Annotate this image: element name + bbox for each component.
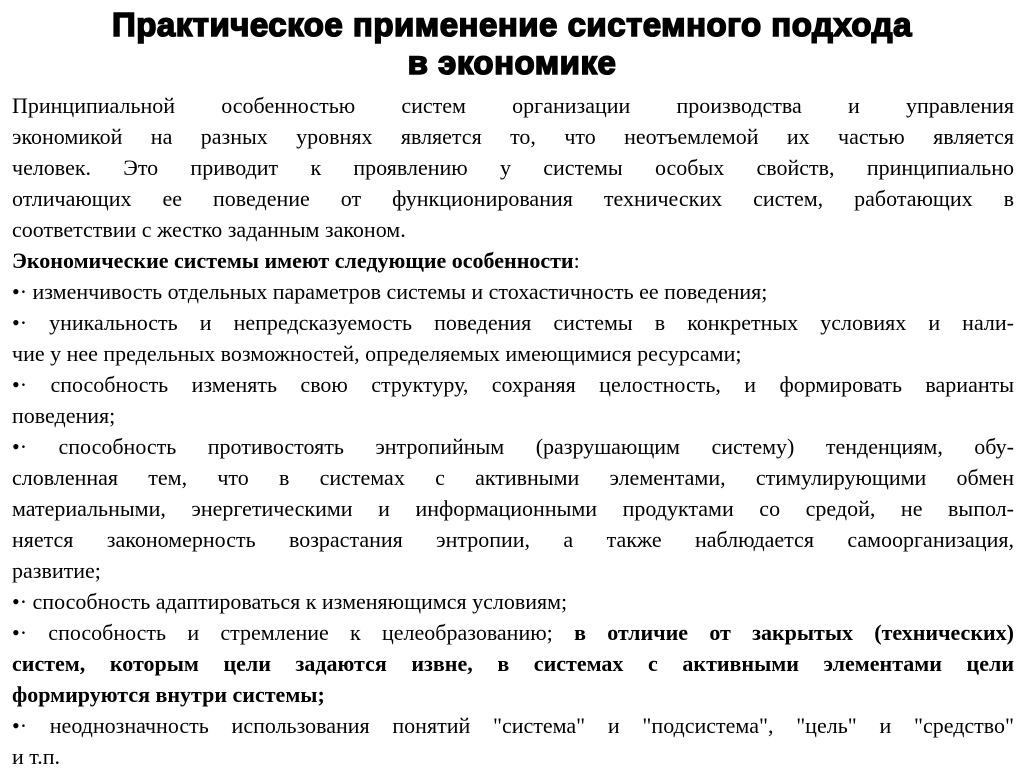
slide-title — [0, 6, 1024, 82]
text-line — [12, 214, 1014, 245]
text-bold: формируются внутри системы; — [12, 682, 325, 707]
text-line — [12, 338, 1014, 369]
text-line — [12, 369, 1014, 400]
text-normal: человек. Это приводит к проявлению у системы особых свойств, принципиально — [12, 155, 1014, 180]
text-normal: и т.п. — [12, 744, 61, 769]
text-normal: материальными, энергетическими и информационными продуктами со средой, не выпол- — [12, 496, 1014, 521]
text-line — [12, 121, 1014, 152]
text-normal: отличающих ее поведение от функционирования технических систем, работающих в — [12, 186, 1014, 211]
text-line — [12, 586, 1014, 617]
text-line — [12, 493, 1014, 524]
text-normal: •· способность противостоять энтропийным (разрушающим систему) тенденциям, обу- — [12, 434, 1014, 459]
text-normal: Принципиальной особенностью систем организации производства и управления — [12, 93, 1014, 118]
text-line — [12, 276, 1014, 307]
text-normal: няется закономерность возрастания энтропии, а также наблюдается самоорганизация, — [12, 527, 1014, 552]
text-normal: поведения; — [12, 403, 116, 428]
text-line — [12, 617, 1014, 648]
text-line — [12, 524, 1014, 555]
text-line — [12, 431, 1014, 462]
text-line — [12, 90, 1014, 121]
text-line — [12, 648, 1014, 679]
text-line — [12, 679, 1014, 710]
title-line-1: Практическое применение системного подхода — [112, 6, 912, 43]
text-normal: •· изменчивость отдельных параметров системы и стохастичность ее поведения; — [12, 279, 768, 304]
text-bold: систем, которым цели задаются извне, в системах с активными элементами цели — [12, 651, 1014, 676]
text-line — [12, 400, 1014, 431]
text-bold: Экономические системы имеют следующие особенности — [12, 248, 574, 273]
text-normal: экономикой на разных уровнях является то, что неотъемлемой их частью является — [12, 124, 1014, 149]
text-normal: •· уникальность и непредсказуемость поведения системы в конкретных условиях и нали- — [12, 310, 1014, 335]
text-normal: словленная тем, что в системах с активными элементами, стимулирующими обмен — [12, 465, 1014, 490]
text-line — [12, 152, 1014, 183]
text-normal: •· способность и стремление к целеобразованию; — [12, 620, 575, 645]
text-line — [12, 741, 1014, 772]
text-line — [12, 555, 1014, 586]
text-line — [12, 462, 1014, 493]
text-normal: развитие; — [12, 558, 101, 583]
text-line — [12, 710, 1014, 741]
title-line-2: в экономике — [407, 44, 617, 81]
text-bold: в отличие от закрытых (технических) — [574, 620, 1014, 645]
text-line — [12, 245, 1014, 276]
text-normal: •· способность изменять свою структуру, сохраняя целостность, и формировать варианты — [12, 372, 1014, 397]
text-line — [12, 183, 1014, 214]
slide-body-text — [12, 90, 1014, 772]
text-line — [12, 307, 1014, 338]
text-normal: •· неоднозначность использования понятий "система" и "подсистема", "цель" и "средство" — [12, 713, 1014, 738]
text-normal: соответствии с жестко заданным законом. — [12, 217, 406, 242]
text-normal: чие у нее предельных возможностей, определяемых имеющимися ресурсами; — [12, 341, 742, 366]
text-normal: •· способность адаптироваться к изменяющимся условиям; — [12, 589, 568, 614]
text-normal: : — [573, 248, 580, 273]
